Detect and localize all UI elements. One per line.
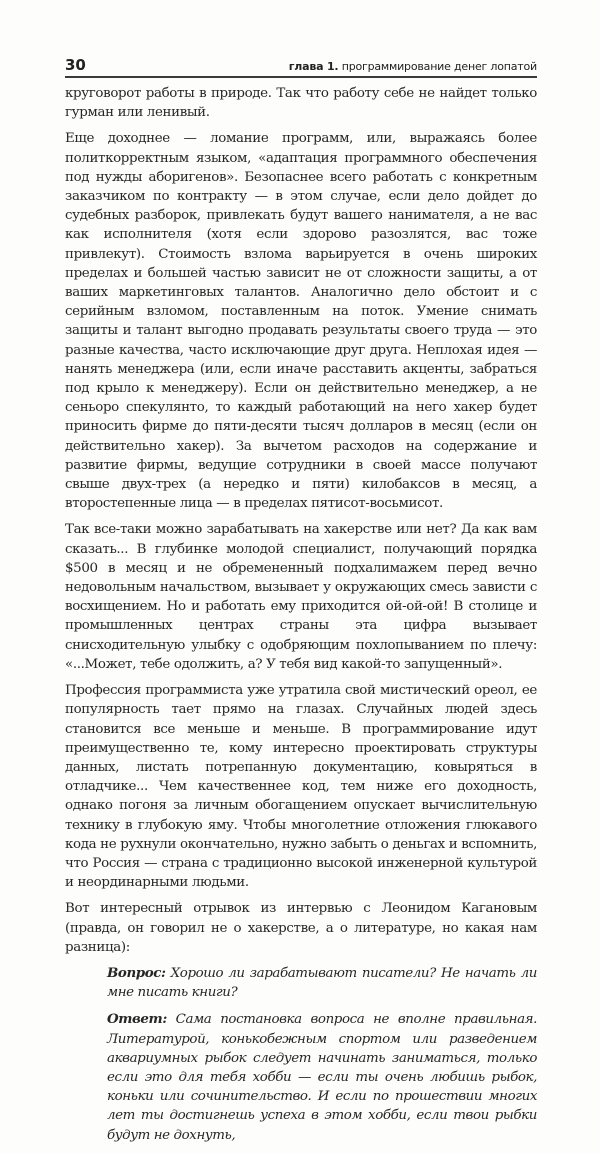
running-head (289, 60, 537, 74)
answer-label: Ответ: (107, 1011, 167, 1028)
paragraph: Вот интересный отрывок из интервью с Леонидом Кагановым (правда, он говорил не о хакерстве, а о литературе, но какая нам разница): (65, 901, 537, 955)
page-header (65, 52, 537, 78)
chapter-title: программирование денег лопатой (338, 60, 537, 73)
question-label: Вопрос: (107, 964, 166, 981)
book-page (65, 52, 537, 1153)
body-text (65, 84, 537, 957)
question-text: Хорошо ли зарабатывают писатели? Не начать ли мне писать книги? (107, 965, 537, 1001)
answer-text: Сама постановка вопроса не вполне правильная. Литературой, конькобежным спортом или разведением аквариумных рыбок следует начинать заниматься, только если это для тебя хобби — если ты очень любишь рыбок, коньки или сочинительство. И если по прошествии многих лет ты достигнешь успеха в этом хобби, если твои рыбки будут не дохнуть, (107, 1012, 537, 1143)
chapter-label: глава 1. (288, 60, 339, 73)
paragraph: Так все-таки можно зарабатывать на хакерстве или нет? Да как вам сказать... В глубинке молодой специалист, получающий порядка $500 в месяц и не обремененный подхалимажем перед вечно недовольным начальством, вызывает у окружающих смесь зависти с восхищением. Но и работать ему приходится ой-ой-ой! В столице и промышленных центрах страны эта цифра вызывает снисходительную улыбку с одобряющим похлопыванием по плечу: «...Может, тебе одолжить, а? У тебя вид какой-то запущенный». (65, 522, 537, 672)
paragraph: Профессия программиста уже утратила свой мистический ореол, ее популярность тает прямо на глазах. Случайных людей здесь становится все меньше и меньше. В программирование идут преимущественно те, кому интересно проектировать структуры данных, листать потрепанную документацию, ковыряться в отладчике... Чем качественнее код, тем ниже его доходность, однако погоня за личным обогащением опускает вычислительную технику в глубокую яму. Чтобы многолетние отложения глюкавого кода не рухнули окончательно, нужно забыть о деньгах и вспомнить, что Россия — страна с традиционно высокой инженерной культурой и неординарными людьми. (65, 683, 537, 891)
page-number: 30 (65, 56, 86, 74)
paragraph: Еще доходнее — ломание программ, или, выражаясь более политкорректным языком, «адаптация программного обеспечения под нужды аборигенов». Безопаснее всего работать с конкретным заказчиком по контракту — в этом случае, если дело дойдет до судебных разборок, привлекать будут вашего нанимателя, а не вас как исполнителя (хотя если здорово разозлятся, вас тоже привлекут). Стоимость взлома варьируется в очень широких пределах и большей частью зависит не от сложности защиты, а от ваших маркетинговых талантов. Аналогично дело обстоит и с серийным взломом, поставленным на поток. Умение снимать защиты и талант выгодно продавать результаты своего труда — это разные качества, часто исключающие друг друга. Неплохая идея — нанять менеджера (или, если иначе расставить акценты, забраться под крыло к менеджеру). Если он действительно менеджер, а не сеньоро спекулянто, то каждый работающий на него хакер будет приносить фирме до пяти-десяти тысяч долларов в месяц (если он действительно хакер). За вычетом расходов на содержание и развитие фирмы, ведущие сотрудники в своей массе получают свыше двух-трех (а нередко и пяти) килобаксов в месяц, а второстепенные лица — в пределах пятисот-восьмисот. (65, 131, 537, 512)
interview-question (107, 964, 537, 1002)
interview-answer (107, 1010, 537, 1144)
paragraph: круговорот работы в природе. Так что работу себе не найдет только гурман или ленивый. (65, 86, 537, 121)
interview-quote (107, 964, 537, 1145)
